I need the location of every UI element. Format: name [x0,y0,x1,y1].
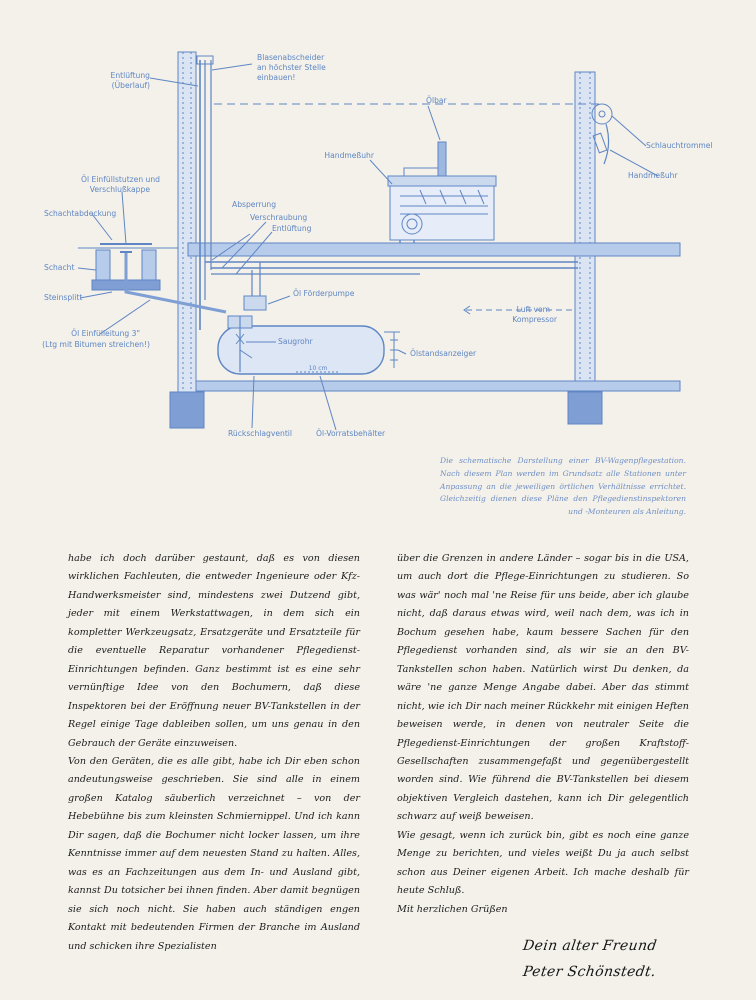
label-luft-2: Kompressor [512,315,557,324]
label-entlueftung: Entlüftung [272,224,312,233]
label-oelbar: Ölbar [426,96,447,105]
label-handmessuhr-left: Handmeßuhr [324,151,374,160]
label-foerderpumpe: Öl Förderpumpe [293,289,355,298]
basement-floor [196,381,680,391]
label-vorratsbehaelter: Öl-Vorratsbehälter [316,429,386,438]
right-wall [575,72,595,392]
right-footing [568,392,602,424]
label-handmessuhr-right: Handmeßuhr [628,171,678,180]
oil-storage-tank [218,326,384,374]
label-blasenabscheider-2: an höchster Stelle [257,63,326,72]
label-blasenabscheider-1: Blasenabscheider [257,53,325,62]
label-luft-1: Luft vom [516,305,550,314]
label-verschraubung: Verschraubung [250,213,308,222]
label-schlauchtrommel: Schlauchtrommel [646,141,713,150]
label-einfuellstutzen-1: Öl Einfüllstutzen und [81,175,160,184]
letter-paragraph: Wie gesagt, wenn ich zurück bin, gibt es noch eine ganze Menge zu berichten, und vieles weißt Du ja auch selbst schon aus Deiner eigenen Arbeit. Ich mache deshalb für heute Schluß. [397,829,689,897]
label-entlueftung-ueberlauf-2: (Überlauf) [111,81,150,90]
label-oelstandsanzeiger: Ölstandsanzeiger [410,349,477,358]
signature-line-2: Peter Schönstedt. [521,964,658,981]
letter-column-right [397,550,689,985]
label-blasenabscheider-3: einbauen! [257,73,296,82]
floor-slab [188,243,680,256]
diagram-caption: Die schematische Darstellung einer BV-Wagenpflegestation. Nach diesem Plan werden im Grundsatz alle Stationen unter Anpassung an die jeweiligen örtlichen Verhältnisse errichtet. Gleichzeitig dienen diese Pläne den Pflegedienstinspektoren und -Monteuren als Anleitung. [440,456,686,517]
station-schematic-diagram [0,0,756,460]
label-schachtabdeckung: Schachtabdeckung [44,209,117,218]
signature [397,933,689,985]
letter-column-left [68,550,360,956]
letter-paragraph: habe ich doch darüber gestaunt, daß es von diesen wirklichen Fachleuten, die entweder Ingenieure oder Kfz-Handwerksmeister sind, mindestens zwei Dutzend gibt, jeder mit einem Werkstattwagen, in dem sich ein kompletter Werkzeugsatz, Ersatzgeräte und Ersatzteile für die eventuelle Reparatur vorhandener Pflegedienst-Einrichtungen befinden. Ganz bestimmt ist es eine sehr vernünftige Idee von den Bochumern, daß diese Inspektoren bei der Eröffnung neuer BV-Tankstellen in der Regel einige Tage dableiben sollen, um uns genau in den Gebrauch der Geräte einzuweisen. [68,553,360,749]
letter-closing: Mit herzlichen Grüßen [397,903,508,915]
shaft-wall-right [142,250,156,280]
left-footing [170,392,204,428]
label-entlueftung-ueberlauf-1: Entlüftung [110,71,150,80]
label-einfuelleitung-1: Öl Einfülleitung 3" [71,329,140,338]
label-einfuellstutzen-2: Verschlußkappe [89,185,150,194]
letter-paragraph: Von den Geräten, die es alle gibt, habe ich Dir eben schon andeutungsweise geschrieben. Sie sind alle in einem großen Katalog säuberlich verzeichnet – von der Hebebühne bis zum kleinsten Schmiernippel. Und ich kann Dir sagen, daß die Bochumer nicht locker lassen, um ihre Kenntnisse immer auf dem neuesten Stand zu halten. Alles, was es an Fachzeitungen aus dem In- und Ausland gibt, kannst Du totsicher bei ihnen finden. Aber damit begnügen sie sich noch nicht. Sie haben auch ständigen engen Kontakt mit bedeutenden Firmen der Branche im Ausland und schicken ihre Spezialisten [68,755,360,952]
label-einfuelleitung-2: (Ltg mit Bitumen streichen!) [42,340,150,349]
label-absperrung: Absperrung [232,200,277,209]
left-wall [178,52,196,428]
label-schacht: Schacht [44,263,75,272]
label-dim-10cm: 10 cm [308,365,328,372]
signature-line-1: Dein alter Freund [521,938,658,955]
label-steinsplitt: Steinsplitt [44,293,83,302]
label-rueckschlagventil: Rückschlagventil [228,429,293,438]
oil-pump [244,296,266,310]
letter-paragraph: über die Grenzen in andere Länder – sogar bis in die USA, um auch dort die Pflege-Einrichtungen zu studieren. So was wär' noch mal 'ne Reise für uns beide, aber ich glaube nicht, daß daraus etwas wird, weil nach dem, was ich in Bochum gesehen habe, kaum bessere Sachen für den Pflegedienst vorhanden sind, als wir sie an den BV-Tankstellen schon haben. Natürlich wirst Du denken, da wäre 'ne ganze Menge Angabe dabei. Aber das stimmt nicht, wie ich Dir nach meiner Rückkehr mit einigen Heften beweisen werde, in denen von neutraler Seite die Pflegedienst-Einrichtungen der großen Kraftstoff-Gesellschaften zusammengefaßt und gegenübergestellt worden sind. Wie führend die BV-Tankstellen bei diesem objektiven Vergleich dastehen, kann ich Dir gelegentlich schwarz auf weiß beweisen. [397,553,689,823]
shaft-wall-left [96,250,110,280]
label-saugrohr: Saugrohr [278,337,313,346]
